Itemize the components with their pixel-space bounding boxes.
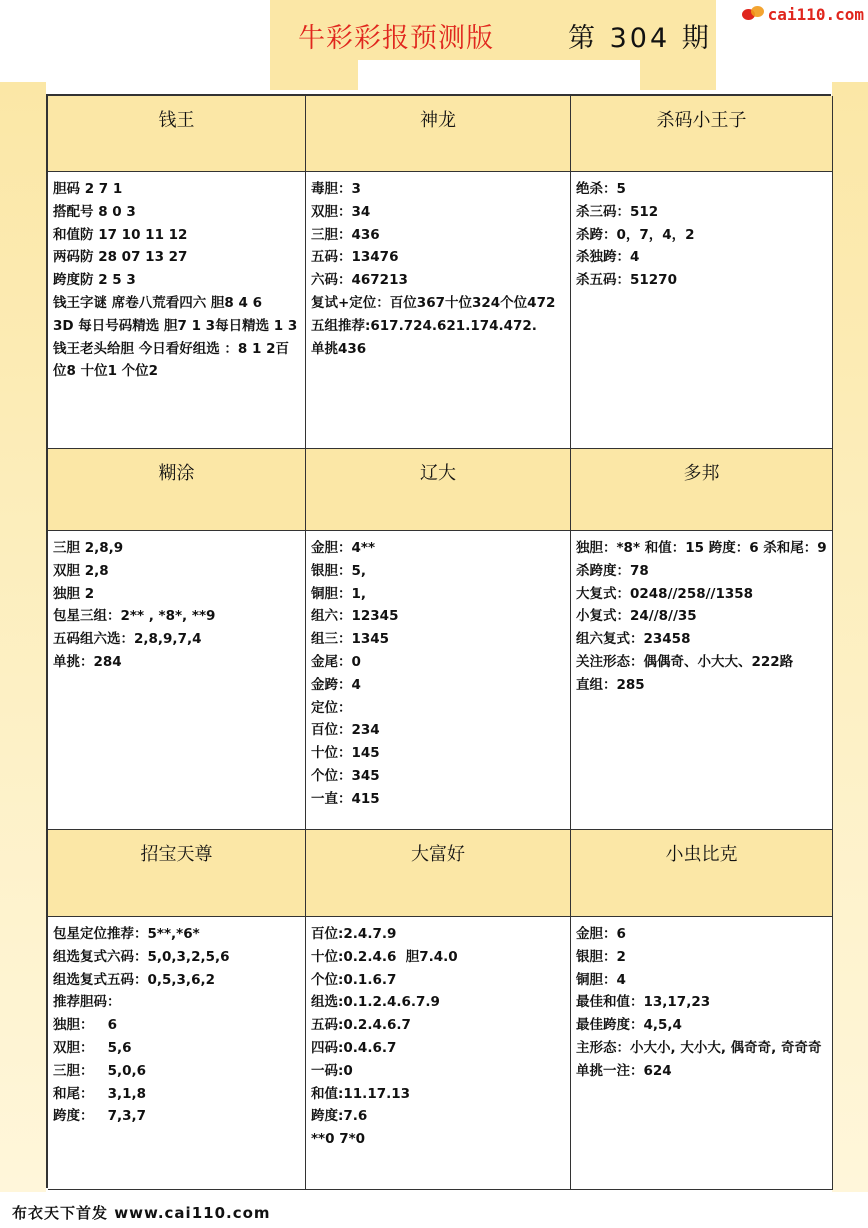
panel-line: 复试+定位：百位367十位324个位472 <box>311 294 556 311</box>
panel-line: 和尾： 3,1,8 <box>53 1085 147 1102</box>
panel-line: 和值:11.17.13 <box>311 1085 411 1102</box>
panel-line: 铜胆：1, <box>311 585 367 602</box>
panel-line: 杀跨：0，7，4，2 <box>576 226 695 243</box>
panel-line: 跨度防 2 5 3 <box>53 272 136 289</box>
panel-line: 直组：285 <box>576 676 645 693</box>
panel-line: 一码:0 <box>311 1062 353 1079</box>
panel-line: 个位:0.1.6.7 <box>311 971 397 988</box>
panel-body-dafuhao <box>306 917 571 1190</box>
panel-line: 六码：467213 <box>311 272 408 289</box>
brand-logo-icon <box>742 6 764 22</box>
panel-line: 五码：13476 <box>311 249 399 266</box>
panel-line: 跨度:7.6 <box>311 1108 368 1125</box>
panel-line: 单挑436 <box>311 340 367 357</box>
panel-line: 杀五码：51270 <box>576 272 677 289</box>
panel-line: 钱王老头给胆 今日看好组选 ：8 1 2百位8 十位1 个位2 <box>53 340 289 380</box>
panel-line: 组六复式：23458 <box>576 631 691 648</box>
panel-line: 五组推荐:617.724.621.174.472. <box>311 317 537 334</box>
panel-line: 独胆 2 <box>53 585 95 602</box>
panel-line: 百位：234 <box>311 722 380 739</box>
panel-head-dafuhao: 大富好 <box>306 830 571 917</box>
panel-line: 杀三码：512 <box>576 203 659 220</box>
panel-line: 独胆：*8* 和值：15 跨度：6 杀和尾：9 杀跨度：78 <box>576 540 832 579</box>
panel-head-shenlong: 神龙 <box>306 96 571 172</box>
panel-line: 主形态：小大小, 大小大, 偶奇奇, 奇奇奇 <box>576 1039 822 1056</box>
panel-line: 绝杀：5 <box>576 181 626 197</box>
panel-head-qianwang: 钱王 <box>48 96 306 172</box>
panel-line: 双胆： 5,6 <box>53 1039 132 1056</box>
prediction-grid <box>46 94 831 1188</box>
panel-line: 3D 每日号码精选 胆7 1 3每日精选 1 3 <box>53 317 298 334</box>
panel-line: 单挑一注：624 <box>576 1062 672 1079</box>
panel-head-xiaochongbike: 小虫比克 <box>571 830 833 917</box>
panel-line: 四码:0.4.6.7 <box>311 1039 397 1056</box>
panel-line: 最佳和值：13,17,23 <box>576 994 711 1011</box>
panel-head-liaoda: 辽大 <box>306 449 571 531</box>
panel-line: 个位：345 <box>311 767 380 784</box>
panel-line: 双胆 2,8 <box>53 562 109 579</box>
panel-body-xiaochongbike <box>571 917 833 1190</box>
panel-line: 推荐胆码： <box>53 994 121 1011</box>
panel-line: 五码组六选：2,8,9,7,4 <box>53 631 202 648</box>
panel-line: 组六：12345 <box>311 608 399 625</box>
panel-line: 十位:0.2.4.6 胆7.4.0 <box>311 948 458 965</box>
panel-body-duobang <box>571 531 833 830</box>
panel-body-shamaxiaowangzi <box>571 172 833 449</box>
panel-line: 毒胆：3 <box>311 181 361 197</box>
panel-body-shenlong <box>306 172 571 449</box>
panel-line: 杀独跨：4 <box>576 249 640 266</box>
panel-line: 包星三组：2** , *8*, **9 <box>53 608 216 625</box>
panel-line: 银胆：2 <box>576 948 626 965</box>
panel-line: 组选复式五码：0,5,3,6,2 <box>53 971 215 988</box>
panel-head-zhaobaotianzun: 招宝天尊 <box>48 830 306 917</box>
panel-line: 跨度： 7,3,7 <box>53 1108 147 1125</box>
panel-line: 和值防 17 10 11 12 <box>53 226 188 243</box>
right-decor-strip <box>832 82 868 1192</box>
panel-line: 金跨：4 <box>311 676 361 693</box>
panel-line: 金胆：4** <box>311 540 376 556</box>
page-title: 牛彩彩报预测版 <box>298 23 494 54</box>
panel-body-hutu <box>48 531 306 830</box>
left-decor-strip <box>0 82 46 1192</box>
panel-line: 搭配号 8 0 3 <box>53 203 136 220</box>
panel-line: 铜胆：4 <box>576 971 626 988</box>
panel-line: 五码:0.2.4.6.7 <box>311 1017 411 1034</box>
panel-line: 胆码 2 7 1 <box>53 181 123 197</box>
panel-line: 百位:2.4.7.9 <box>311 926 397 942</box>
footer-credit[interactable]: 布衣天下首发 www.cai110.com <box>12 1204 271 1222</box>
panel-line: 金尾：0 <box>311 653 361 670</box>
panel-line: 包星定位推荐：5**,*6* <box>53 926 200 942</box>
panel-body-zhaobaotianzun <box>48 917 306 1190</box>
brand-logo[interactable] <box>742 4 864 24</box>
panel-head-hutu: 糊涂 <box>48 449 306 531</box>
panel-line: 定位： <box>311 699 352 716</box>
panel-line: 十位：145 <box>311 745 380 762</box>
panel-line: 两码防 28 07 13 27 <box>53 249 188 266</box>
panel-line: 组选:0.1.2.4.6.7.9 <box>311 994 440 1011</box>
panel-line: 最佳跨度：4,5,4 <box>576 1017 682 1034</box>
panel-line: 组选复式六码：5,0,3,2,5,6 <box>53 948 230 965</box>
panel-head-duobang: 多邦 <box>571 449 833 531</box>
panel-line: 小复式：24//8//35 <box>576 608 697 625</box>
panel-line: 组三：1345 <box>311 631 390 648</box>
panel-line: 单挑：284 <box>53 653 122 670</box>
panel-line: **0 7*0 <box>311 1131 366 1148</box>
panel-line: 独胆： 6 <box>53 1017 117 1034</box>
panel-body-qianwang <box>48 172 306 449</box>
panel-line: 三胆 2,8,9 <box>53 540 124 556</box>
panel-line: 关注形态：偶偶奇、小大大、222路 <box>576 653 794 670</box>
issue-number: 第 304 期 <box>568 23 712 54</box>
panel-line: 三胆：436 <box>311 226 380 243</box>
panel-line: 三胆： 5,0,6 <box>53 1062 147 1079</box>
brand-name: cai110.com <box>767 4 864 24</box>
panel-line: 大复式：0248//258//1358 <box>576 585 754 602</box>
panel-line: 银胆：5, <box>311 562 367 579</box>
panel-line: 钱王字谜 席卷八荒看四六 胆8 4 6 <box>53 294 262 311</box>
panel-head-shamaxiaowangzi: 杀码小王子 <box>571 96 833 172</box>
panel-body-liaoda <box>306 531 571 830</box>
panel-line: 双胆：34 <box>311 203 371 220</box>
panel-line: 金胆：6 <box>576 926 626 942</box>
panel-line: 一直：415 <box>311 790 380 807</box>
header-blank-box <box>358 60 640 92</box>
